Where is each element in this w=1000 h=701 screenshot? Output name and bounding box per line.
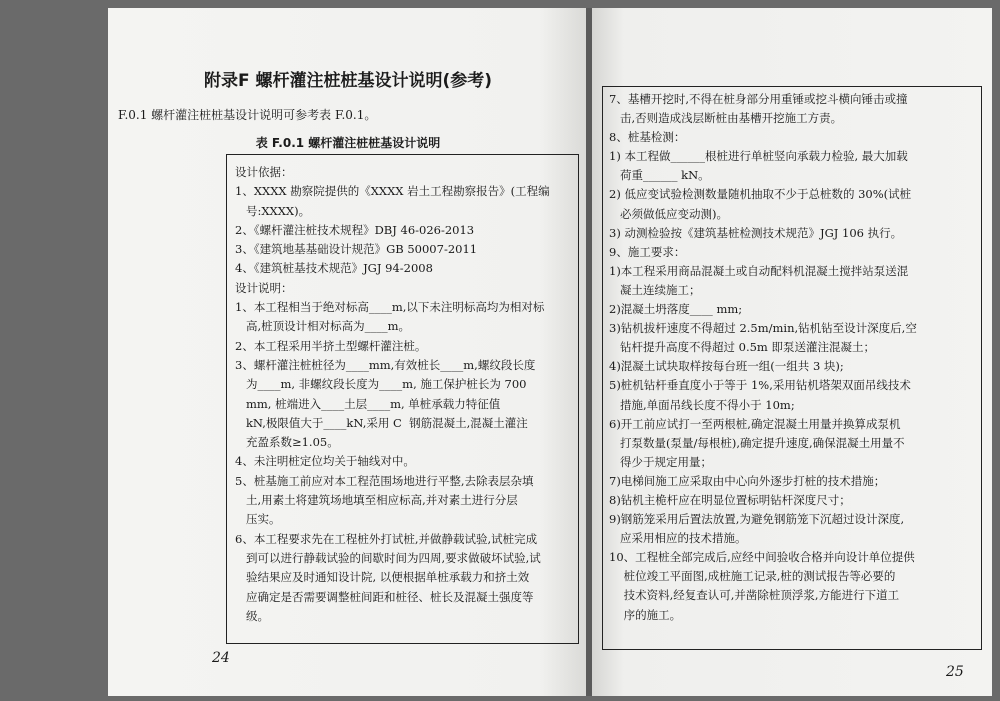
appendix-title: 附录F 螺杆灌注桩桩基设计说明(参考) [203,71,493,91]
text-line: 7、基槽开挖时,不得在桩身部分用重锤或挖斗横向锤击或撞 [609,92,908,106]
text-line: 2)混凝土坍落度____ mm; [609,302,743,317]
text-line: 1、本工程相当于绝对标高____m,以下未注明标高均为相对标 [235,300,545,315]
text-line: 6)开工前应试打一至两根桩,确定混凝土用量并换算成泵机 [609,416,901,431]
text-line: 8)钻机主桅杆应在明显位置标明钻杆深度尺寸； [609,492,851,507]
text-line: 应确定是否需要调整桩间距和桩径、桩长及混凝土强度等 [235,589,534,604]
text-line: 9、施工要求： [609,244,686,259]
text-line: 1、XXXX 勘察院提供的《XXXX 岩土工程勘察报告》(工程编 [235,184,550,199]
text-line: 到可以进行静载试验的间歇时间为四周,要求做破坏试验,试 [235,550,541,565]
text-line: 凝土连续施工； [609,282,701,297]
text-line: 必须做低应变动测)。 [609,206,728,221]
text-line: 5)桩机钻杆垂直度小于等于 1%,采用钻机塔架双面吊线技术 [609,378,911,393]
text-line: 级。 [235,608,269,623]
text-line: 桩位竣工平面图,成桩施工记录,桩的测试报告等必要的 [609,569,896,584]
text-line: 2、《螺杆灌注桩技术规程》DBJ 46-026-2013 [235,222,475,237]
left-table-box [226,154,579,644]
text-line: 技术资料,经复查认可,并凿除桩顶浮浆,方能进行下道工 [609,588,900,603]
text-line: 4、未注明桩定位均关于轴线对中。 [235,454,415,469]
text-line: 4)混凝土试块取样按每台班一组(一组共 3 块); [609,359,844,374]
text-line: 5、桩基施工前应对本工程范围场地进行平整,去除表层杂填 [235,473,534,488]
text-line: 打泵数量(泵量/每根桩),确定提升速度,确保混凝土用量不 [609,435,905,450]
text-line: 8、桩基检测： [609,130,686,145]
text-line: 设计说明： [235,280,293,295]
text-line: 2) 低应变试验检测数量随机抽取不少于总桩数的 30%(试桩 [609,187,912,202]
text-line: 应采用相应的技术措施。 [609,531,747,546]
text-line: 高,桩顶设计相对标高为____m。 [235,319,411,334]
text-line: 1) 本工程做______根桩进行单桩竖向承载力检验, 最大加载 [609,149,908,164]
text-line: 7)电梯间施工应采取由中心向外逐步打桩的技术措施； [609,473,886,488]
text-line: kN,极限值大于____kN,采用 C 钢筋混凝土,混凝土灌注 [235,415,528,430]
text-line: 3) 动测检验按《建筑基桩检测技术规范》JGJ 106 执行。 [609,225,903,240]
text-line: 验结果应及时通知设计院, 以便根据单桩承载力和挤土效 [235,570,530,585]
text-line: 设计依据： [235,165,293,179]
table-title: 表 F.0.1 螺杆灌注桩桩基设计说明 [255,136,441,150]
text-line: 6、本工程要求先在工程桩外打试桩,并做静载试验,试桩完成 [235,531,538,546]
text-line: 措施,单面吊线长度不得小于 10m; [609,397,795,412]
text-line: 荷重______ kN。 [609,168,710,183]
text-line: mm, 桩端进入____土层____m, 单桩承载力特征值 [235,396,501,411]
text-line: 2、本工程采用半挤土型螺杆灌注桩。 [235,338,427,353]
page-number-left: 24 [212,650,230,666]
text-line: 土,用素土将建筑场地填至相应标高,并对素土进行分层 [235,493,518,508]
right-table-box [602,86,982,650]
text-line: 为____m, 非螺纹段长度为____m, 施工保护桩长为 700 [235,377,527,392]
intro-text: F.0.1 螺杆灌注桩桩基设计说明可参考表 F.0.1。 [118,108,377,122]
text-line: 1)本工程采用商品混凝土或自动配料机混凝土搅拌站泵送混 [609,263,909,278]
text-line: 4、《建筑桩基技术规范》JGJ 94-2008 [235,261,433,276]
text-line: 10、工程桩全部完成后,应经中间验收合格并向设计单位提供 [609,550,915,565]
text-line: 3、《建筑地基基础设计规范》GB 50007-2011 [235,242,478,257]
text-line: 序的施工。 [609,607,682,622]
text-line: 钻杆提升高度不得超过 0.5m 即泵送灌注混凝土； [609,340,875,355]
text-line: 充盈系数≥1.05。 [235,435,339,450]
page-number-right: 25 [946,664,964,680]
text-line: 得少于规定用量； [609,454,712,469]
text-line: 9)钢筋笼采用后置法放置,为避免钢筋笼下沉超过设计深度, [609,512,905,527]
text-line: 号:XXXX)。 [235,203,311,218]
text-line: 3)钻机拔杆速度不得超过 2.5m/min,钻机钻至设计深度后,空 [609,321,917,336]
text-line: 3、螺杆灌注桩桩径为____mm,有效桩长____m,螺纹段长度 [235,357,536,372]
text-line: 击,否则造成浅层断桩由基槽开挖施工方责。 [609,111,843,126]
text-line: 压实。 [235,512,281,527]
